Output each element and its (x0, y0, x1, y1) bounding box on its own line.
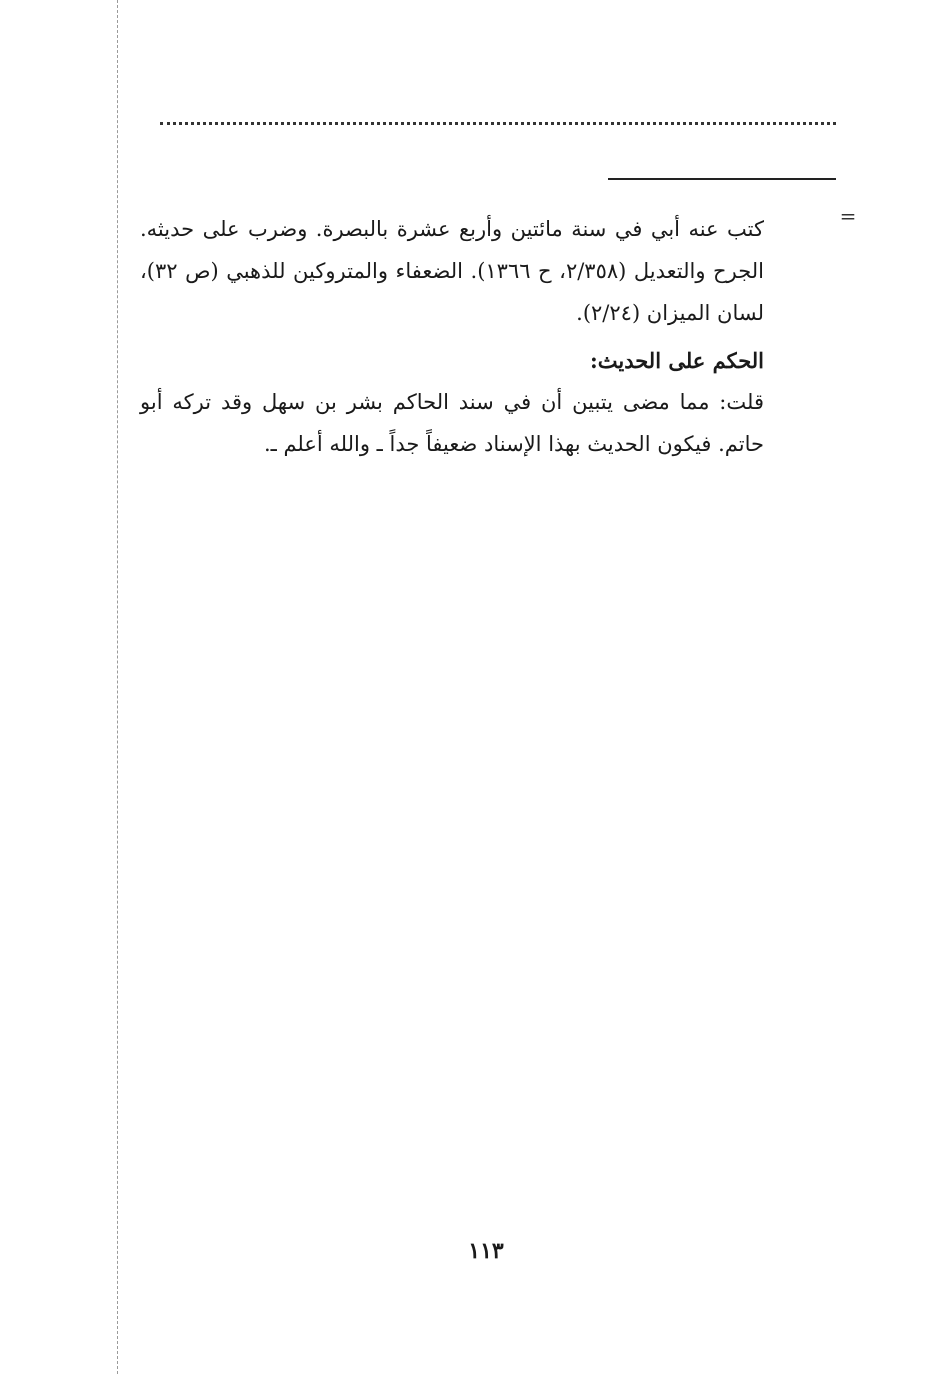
footnote-continuation-mark: = (839, 204, 857, 228)
page-edge-line (117, 0, 118, 1374)
page-number: ١١٣ (468, 1238, 504, 1264)
footnote-paragraph: كتب عنه أبي في سنة مائتين وأربع عشرة بالبصرة. وضرب على حديثه. الجرح والتعديل (٢/٣٥٨، ح ١٣٦٦). الضعفاء والمتروكين للذهبي (ص ٣٢)، لسان الميزان (٢/٢٤). (140, 217, 764, 325)
section-heading: الحكم على الحديث: (590, 348, 764, 373)
dotted-separator (160, 122, 836, 125)
footnote-rule (608, 178, 836, 180)
verdict-paragraph: قلت: مما مضى يتبين أن في سند الحاكم بشر بن سهل وقد تركه أبو حاتم. فيكون الحديث بهذا الإسناد ضعيفاً جداً ـ والله أعلم ـ. (140, 390, 764, 456)
